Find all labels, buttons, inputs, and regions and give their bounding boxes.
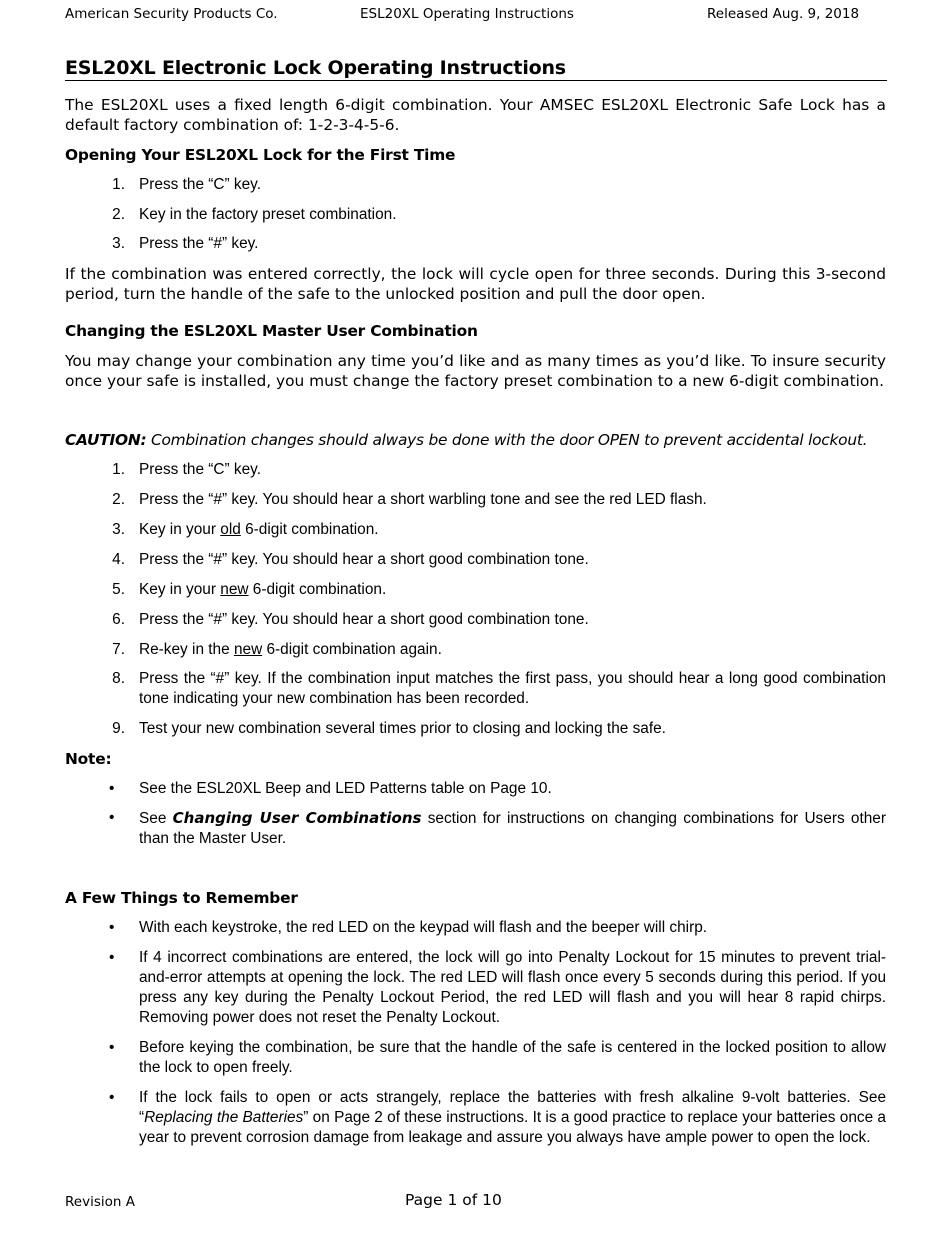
footer-revision: Revision A — [65, 1194, 135, 1210]
bullet-icon: • — [109, 780, 115, 797]
bullet-icon: • — [109, 1039, 115, 1056]
step-text: Press the “#” key. If the combination input matches the first pass, you should hear a long good combination tone indicating your new combination has been recorded. — [139, 670, 886, 707]
bullet-icon: • — [109, 1089, 115, 1106]
step-number: 6. — [112, 611, 125, 628]
header-company: American Security Products Co. — [65, 6, 278, 22]
opening-heading: Opening Your ESL20XL Lock for the First Time — [65, 146, 456, 164]
step-text: Press the “C” key. — [139, 461, 262, 478]
bullet-text: See Changing User Combinations section for instructions on changing combinations for Users other than the Master User. — [139, 809, 886, 847]
header-release-date: Released Aug. 9, 2018 — [707, 6, 860, 22]
bullet-text: If 4 incorrect combinations are entered, the lock will go into Penalty Lockout for 15 minutes to prevent trial-and-error attempts at opening the lock. The red LED will flash once every 5 seconds during this period. If you press any key during the Penalty Lockout Period, the red LED will flash and you will hear 8 rapid chirps. Removing power does not reset the Penalty Lockout. — [139, 949, 886, 1026]
bullet-text: Before keying the combination, be sure that the handle of the safe is centered in the locked position to allow the lock to open freely. — [139, 1039, 886, 1076]
section-reference: Changing User Combinations — [172, 809, 422, 827]
step-number: 7. — [112, 641, 125, 658]
step-text: Press the “#” key. You should hear a short good combination tone. — [139, 611, 589, 628]
bullet-icon: • — [109, 919, 115, 936]
underlined-word: old — [220, 521, 241, 538]
bullet-icon: • — [109, 809, 115, 826]
step-number: 8. — [112, 670, 125, 687]
step-number: 3. — [112, 235, 125, 252]
step-number: 4. — [112, 551, 125, 568]
changing-intro-paragraph: You may change your combination any time you’d like and as many times as you’d like. To insure security once your safe is installed, you must change the factory preset combination to a new 6-digit combination. — [65, 352, 886, 390]
step-text: Test your new combination several times prior to closing and locking the safe. — [139, 720, 666, 737]
changing-heading: Changing the ESL20XL Master User Combination — [65, 322, 478, 340]
step-number: 1. — [112, 461, 125, 478]
note-label: Note: — [65, 750, 112, 768]
page-title: ESL20XL Electronic Lock Operating Instructions — [65, 57, 887, 81]
caution-notice — [65, 430, 895, 450]
remember-heading: A Few Things to Remember — [65, 889, 298, 907]
underlined-word: new — [233, 641, 263, 658]
bullet-text: If the lock fails to open or acts strangely, replace the batteries with fresh alkaline 9-volt batteries. See “Replacing the Batteries” on Page 2 of these instructions. It is a good practice to replace your batteries once a year to prevent corrosion damage from leakage and assure you always have ample power to open the lock. — [139, 1089, 886, 1146]
step-text: Press the “#” key. — [139, 235, 259, 252]
step-number: 9. — [112, 720, 125, 737]
intro-paragraph: The ESL20XL uses a fixed length 6-digit combination. Your AMSEC ESL20XL Electronic Safe Lock has a default factory combination of: 1-2-3-4-5-6. — [65, 96, 886, 134]
bullet-text: With each keystroke, the red LED on the keypad will flash and the beeper will chirp. — [139, 919, 708, 936]
underlined-word: new — [220, 581, 249, 598]
opening-after-paragraph: If the combination was entered correctly, the lock will cycle open for three seconds. During this 3-second period, turn the handle of the safe to the unlocked position and pull the door open. — [65, 265, 886, 303]
bullet-icon: • — [109, 949, 115, 966]
step-number: 2. — [112, 491, 125, 508]
section-reference: Replacing the Batteries — [144, 1109, 304, 1126]
header-document-title: ESL20XL Operating Instructions — [360, 6, 574, 22]
step-text: Press the “C” key. — [139, 176, 262, 193]
step-number: 1. — [112, 176, 125, 193]
step-text: Press the “#” key. You should hear a short warbling tone and see the red LED flash. — [139, 491, 707, 508]
step-text: Key in the factory preset combination. — [139, 206, 397, 223]
caution-label: CAUTION: — [65, 431, 147, 449]
step-number: 3. — [112, 521, 125, 538]
step-text: Key in your old 6-digit combination. — [139, 521, 379, 538]
bullet-text: See the ESL20XL Beep and LED Patterns table on Page 10. — [139, 780, 552, 797]
step-number: 2. — [112, 206, 125, 223]
step-text: Key in your new 6-digit combination. — [139, 581, 387, 598]
step-text: Press the “#” key. You should hear a short good combination tone. — [139, 551, 589, 568]
step-text: Re-key in the new 6-digit combination again. — [139, 641, 442, 658]
step-number: 5. — [112, 581, 125, 598]
footer-page-number: Page 1 of 10 — [405, 1191, 502, 1209]
caution-text: Combination changes should always be done with the door OPEN to prevent accidental lockout. — [146, 431, 868, 449]
